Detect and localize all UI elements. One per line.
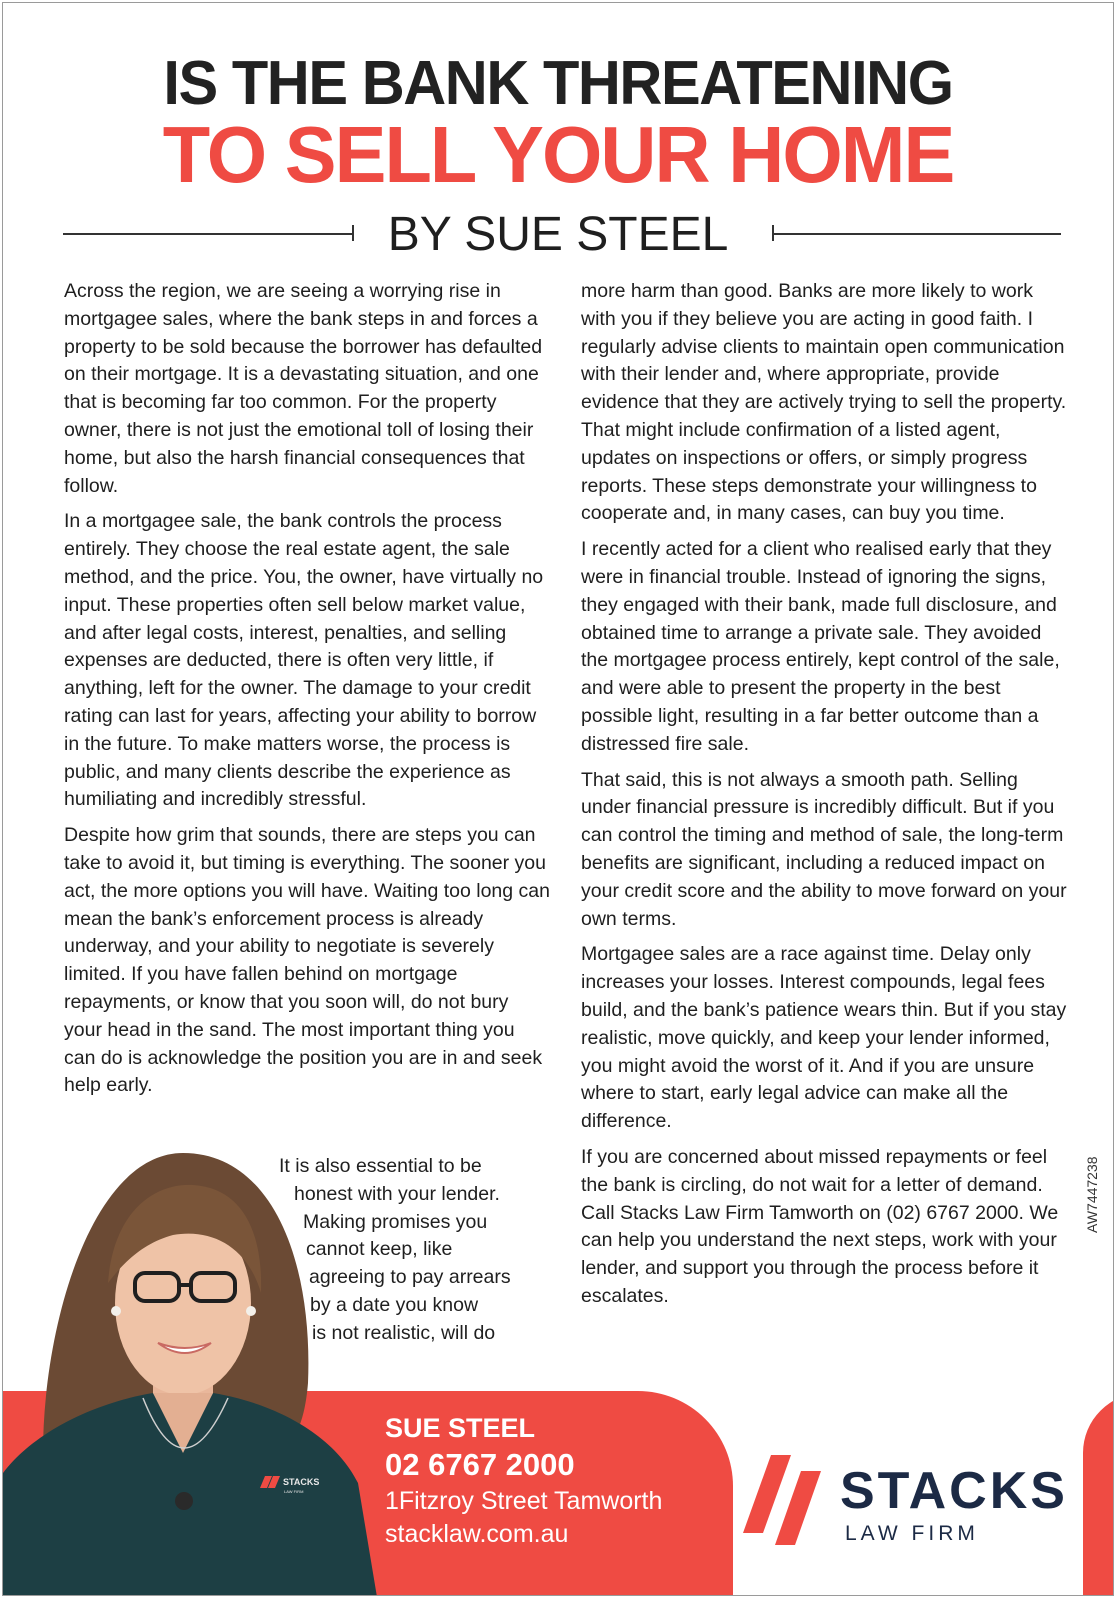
article-paragraph: That said, this is not always a smooth path. Selling under financial pressure is incredibly difficult. But if you can control the timing and method of sale, the long-term benefits are significant, including a reduced impact on your credit score and the ability to move forward on your own terms. bbox=[581, 768, 1067, 930]
logo-badge-word: STACKS bbox=[283, 1477, 320, 1487]
article-paragraph: more harm than good. Banks are more likely to work with you if they believe you are acting in good faith. I regularly advise clients to maintain open communication with their lender and, where appropriate, provide evidence that they are actively trying to sell the property. That might include confirmation of a listed agent, updates on inspections or offers, or simply progress reports. These steps demonstrate your willingness to cooperate and, in many cases, can buy you time. bbox=[581, 280, 1067, 525]
article-column-left bbox=[64, 278, 550, 1108]
headline-line-1: IS THE BANK THREATENING bbox=[163, 49, 953, 118]
article-paragraph: In a mortgagee sale, the bank controls the process entirely. They choose the real estate agent, the sale method, and the price. You, the owner, have virtually no input. These properties often sell below market value, and after legal costs, interest, penalties, and selling expenses are deducted, there is often very little, if anything, left for the owner. The damage to your credit rating can last for years, affecting your ability to borrow in the future. To make matters worse, the process is public, and many clients describe the experience as humiliating and incredibly stressful. bbox=[64, 510, 544, 811]
article-wrap-line: is not realistic, will do bbox=[312, 1321, 496, 1344]
article-paragraph: Across the region, we are seeing a worrying rise in mortgagee sales, where the bank steps in and forces a property to be sold because the borrower has defaulted on their mortgage. It is a devastating situation, and one that is becoming far too common. For the property owner, there is not just the emotional toll of losing their home, but also the harsh financial consequences that follow. bbox=[64, 280, 543, 497]
byline: BY SUE STEEL bbox=[387, 208, 729, 261]
byline-rule-right bbox=[773, 233, 1061, 235]
ad-code: AW7447238 bbox=[1084, 1156, 1100, 1233]
article-wrap-line: by a date you know bbox=[310, 1293, 479, 1316]
author-portrait bbox=[3, 1153, 378, 1596]
logo-subtitle: LAW FIRM bbox=[845, 1522, 979, 1545]
contact-name: SUE STEEL bbox=[385, 1413, 536, 1443]
article-paragraph: Despite how grim that sounds, there are steps you can take to avoid it, but timing is everything. The sooner you act, the more options you will have. Waiting too long can mean the bank’s enforcement process is already underway, and your ability to negotiate is severely limited. If you have fallen behind on mortgage repayments, or know that you soon will, do not bury your head in the sand. The most important thing you can do is acknowledge the position you are in and seek help early. bbox=[64, 824, 550, 1097]
article-paragraph: If you are concerned about missed repayments or feel the bank is circling, do not wait for a letter of demand. Call Stacks Law Firm Tamworth on (02) 6767 2000. We can help you understand the next steps, work with your lender, and support you through the process before it escalates. bbox=[581, 1145, 1059, 1307]
article-paragraph: Mortgagee sales are a race against time. Delay only increases your losses. Interest compounds, legal fees build, and the bank’s patience wears thin. But if you stay realistic, move quickly, and keep your lender informed, you might avoid the worst of it. And if you are unsure where to start, early legal advice can make all the difference. bbox=[581, 943, 1067, 1133]
article-wrap-line: It is also essential to be bbox=[279, 1155, 482, 1177]
article-column-right bbox=[581, 278, 1069, 1319]
ad-frame bbox=[2, 2, 1114, 1596]
contact-phone[interactable]: 02 6767 2000 bbox=[385, 1447, 575, 1482]
contact-block bbox=[385, 1413, 662, 1551]
contact-address: 1Fitzroy Street Tamworth bbox=[385, 1487, 663, 1515]
logo-badge-sub: LAW FIRM bbox=[284, 1489, 304, 1494]
article-wrap-line: cannot keep, like bbox=[306, 1238, 453, 1261]
headline-line-2: TO SELL YOUR HOME bbox=[162, 110, 954, 199]
stacks-logo-mark bbox=[743, 1453, 835, 1545]
logo-wordmark: STACKS bbox=[840, 1462, 1068, 1520]
article-wrap-line: agreeing to pay arrears bbox=[309, 1266, 511, 1289]
author-portrait-illustration bbox=[3, 1153, 378, 1596]
stacks-logo bbox=[743, 1453, 1073, 1553]
footer-red-corner bbox=[1083, 1393, 1114, 1596]
article-wrap-line: Making promises you bbox=[303, 1210, 488, 1233]
article-paragraph: I recently acted for a client who realised early that they were in financial trouble. Instead of ignoring the signs, they engaged with their bank, made full disclosure, and obtained time to arrange a private sale. They avoided the mortgagee process entirely, kept control of the sale, and were able to present the property in the best possible light, resulting in a far better outcome than a distressed fire sale. bbox=[581, 538, 1060, 755]
article-wrap-line: honest with your lender. bbox=[294, 1182, 500, 1205]
contact-website-link[interactable]: stacklaw.com.au bbox=[385, 1520, 569, 1548]
